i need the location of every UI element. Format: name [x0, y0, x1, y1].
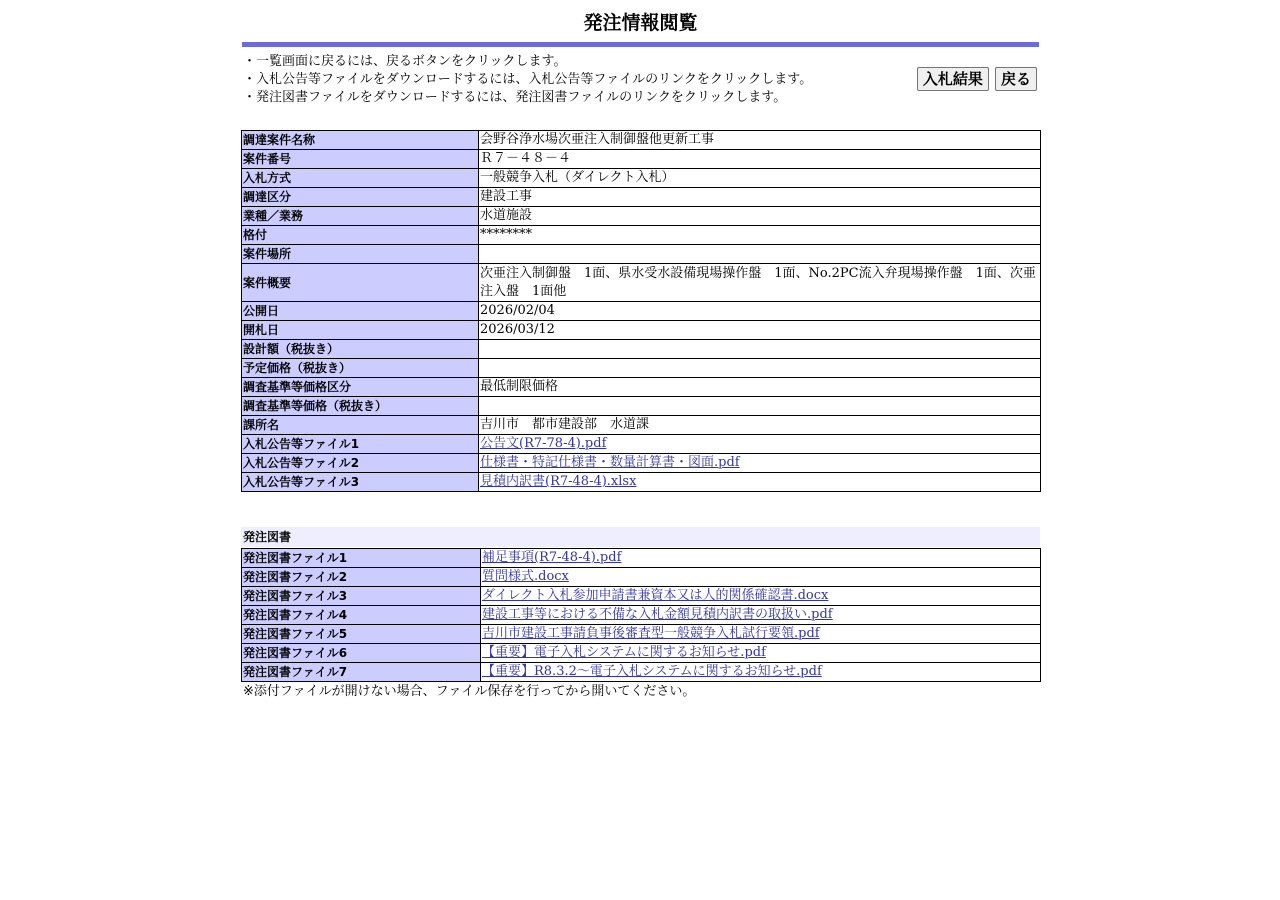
- table-row: [242, 416, 1041, 435]
- row-value: [479, 397, 1041, 416]
- row-label: 入札公告等ファイル3: [242, 473, 479, 492]
- table-row: [242, 302, 1041, 321]
- file-cell: [481, 549, 1041, 568]
- instruction-item: ・発注図書ファイルをダウンロードするには、発注図書ファイルのリンクをクリックします。: [243, 90, 787, 105]
- row-value: 最低制限価格: [479, 378, 1041, 397]
- table-row: [242, 454, 1041, 473]
- row-label: 発注図書ファイル2: [242, 568, 481, 587]
- table-row: [242, 245, 1041, 264]
- row-value: [479, 340, 1041, 359]
- drawings-table: [241, 548, 1041, 682]
- drawing-file-link-2[interactable]: 質問様式.docx: [482, 569, 569, 584]
- file-cell: [481, 568, 1041, 587]
- table-row: [242, 264, 1041, 302]
- page-container: [241, 0, 1040, 701]
- row-label: 業種／業務: [242, 207, 479, 226]
- row-label: 開札日: [242, 321, 479, 340]
- table-row: [242, 226, 1041, 245]
- back-button[interactable]: 戻る: [995, 67, 1037, 91]
- drawing-file-link-6[interactable]: 【重要】電子入札システムに関するお知らせ.pdf: [482, 645, 766, 660]
- row-label: 発注図書ファイル4: [242, 606, 481, 625]
- table-row: [242, 644, 1041, 663]
- table-row: [242, 340, 1041, 359]
- row-label: 入札公告等ファイル1: [242, 435, 479, 454]
- bid-results-button[interactable]: 入札結果: [917, 67, 989, 91]
- row-label: 案件番号: [242, 150, 479, 169]
- row-label: 設計額（税抜き）: [242, 340, 479, 359]
- row-label: 入札方式: [242, 169, 479, 188]
- row-label: 公開日: [242, 302, 479, 321]
- table-row: [242, 359, 1041, 378]
- row-label: 課所名: [242, 416, 479, 435]
- bid-notice-file-link-2[interactable]: 仕様書・特記仕様書・数量計算書・図面.pdf: [480, 455, 740, 470]
- file-cell: [481, 644, 1041, 663]
- table-row: [242, 473, 1041, 492]
- table-row: [242, 606, 1041, 625]
- row-label: 発注図書ファイル7: [242, 663, 481, 682]
- row-label: 調査基準等価格区分: [242, 378, 479, 397]
- instruction-item: ・入札公告等ファイルをダウンロードするには、入札公告等ファイルのリンクをクリックします。: [243, 72, 813, 87]
- row-value: 吉川市 都市建設部 水道課: [479, 416, 1041, 435]
- row-label: 発注図書ファイル1: [242, 549, 481, 568]
- row-value: 会野谷浄水場次亜注入制御盤他更新工事: [479, 131, 1041, 150]
- table-row: [242, 188, 1041, 207]
- file-cell: [479, 454, 1041, 473]
- file-cell: [481, 663, 1041, 682]
- action-buttons: [916, 67, 1037, 91]
- row-value: 2026/03/12: [479, 321, 1041, 340]
- instruction-item: ・一覧画面に戻るには、戻るボタンをクリックします。: [243, 54, 567, 69]
- table-row: [242, 169, 1041, 188]
- row-label: 調達案件名称: [242, 131, 479, 150]
- row-value: 次亜注入制御盤 1面、県水受水設備現場操作盤 1面、No.2PC流入弁現場操作盤 1面、次亜注入盤 1面他: [479, 264, 1041, 302]
- drawing-file-link-1[interactable]: 補足事項(R7-48-4).pdf: [482, 550, 622, 565]
- row-value: [479, 359, 1041, 378]
- table-row: [242, 378, 1041, 397]
- row-value: 水道施設: [479, 207, 1041, 226]
- row-label: 案件概要: [242, 264, 479, 302]
- row-value: Ｒ７－４８－４: [479, 150, 1041, 169]
- drawing-file-link-3[interactable]: ダイレクト入札参加申請書兼資本又は人的関係確認書.docx: [482, 588, 829, 603]
- row-label: 調達区分: [242, 188, 479, 207]
- table-row: [242, 435, 1041, 454]
- table-row: [242, 207, 1041, 226]
- file-cell: [481, 625, 1041, 644]
- row-label: 予定価格（税抜き）: [242, 359, 479, 378]
- row-value: 建設工事: [479, 188, 1041, 207]
- row-label: 入札公告等ファイル2: [242, 454, 479, 473]
- drawing-file-link-5[interactable]: 吉川市建設工事請負事後審査型一般競争入札試行要領.pdf: [482, 626, 820, 641]
- file-cell: [481, 606, 1041, 625]
- table-row: [242, 568, 1041, 587]
- table-row: [242, 397, 1041, 416]
- table-row: [242, 587, 1041, 606]
- file-cell: [479, 473, 1041, 492]
- row-label: 調査基準等価格（税抜き）: [242, 397, 479, 416]
- row-value: 2026/02/04: [479, 302, 1041, 321]
- row-value: ********: [479, 226, 1041, 245]
- row-label: 発注図書ファイル6: [242, 644, 481, 663]
- table-row: [242, 625, 1041, 644]
- row-label: 案件場所: [242, 245, 479, 264]
- table-row: [242, 321, 1041, 340]
- drawings-section: [241, 527, 1040, 701]
- row-label: 発注図書ファイル5: [242, 625, 481, 644]
- row-label: 格付: [242, 226, 479, 245]
- row-value: 一般競争入札（ダイレクト入札）: [479, 169, 1041, 188]
- table-row: [242, 663, 1041, 682]
- row-value: [479, 245, 1041, 264]
- table-row: [242, 131, 1041, 150]
- file-cell: [481, 587, 1041, 606]
- file-cell: [479, 435, 1041, 454]
- procurement-info-table: [241, 130, 1041, 492]
- bid-notice-file-link-3[interactable]: 見積内訳書(R7-48-4).xlsx: [480, 474, 637, 489]
- row-label: 発注図書ファイル3: [242, 587, 481, 606]
- table-row: [242, 150, 1041, 169]
- bid-notice-file-link-1[interactable]: 公告文(R7-78-4).pdf: [480, 436, 607, 451]
- drawings-heading: 発注図書: [241, 527, 1040, 547]
- drawing-file-link-7[interactable]: 【重要】R8.3.2～電子入札システムに関するお知らせ.pdf: [482, 664, 822, 679]
- attachment-note: ※添付ファイルが開けない場合、ファイル保存を行ってから開いてください。: [243, 684, 696, 699]
- page-title: 発注情報閲覧: [583, 12, 698, 34]
- table-row: [242, 549, 1041, 568]
- drawing-file-link-4[interactable]: 建設工事等における不備な入札金額見積内訳書の取扱い.pdf: [482, 607, 833, 622]
- instructions-panel: [241, 47, 1040, 130]
